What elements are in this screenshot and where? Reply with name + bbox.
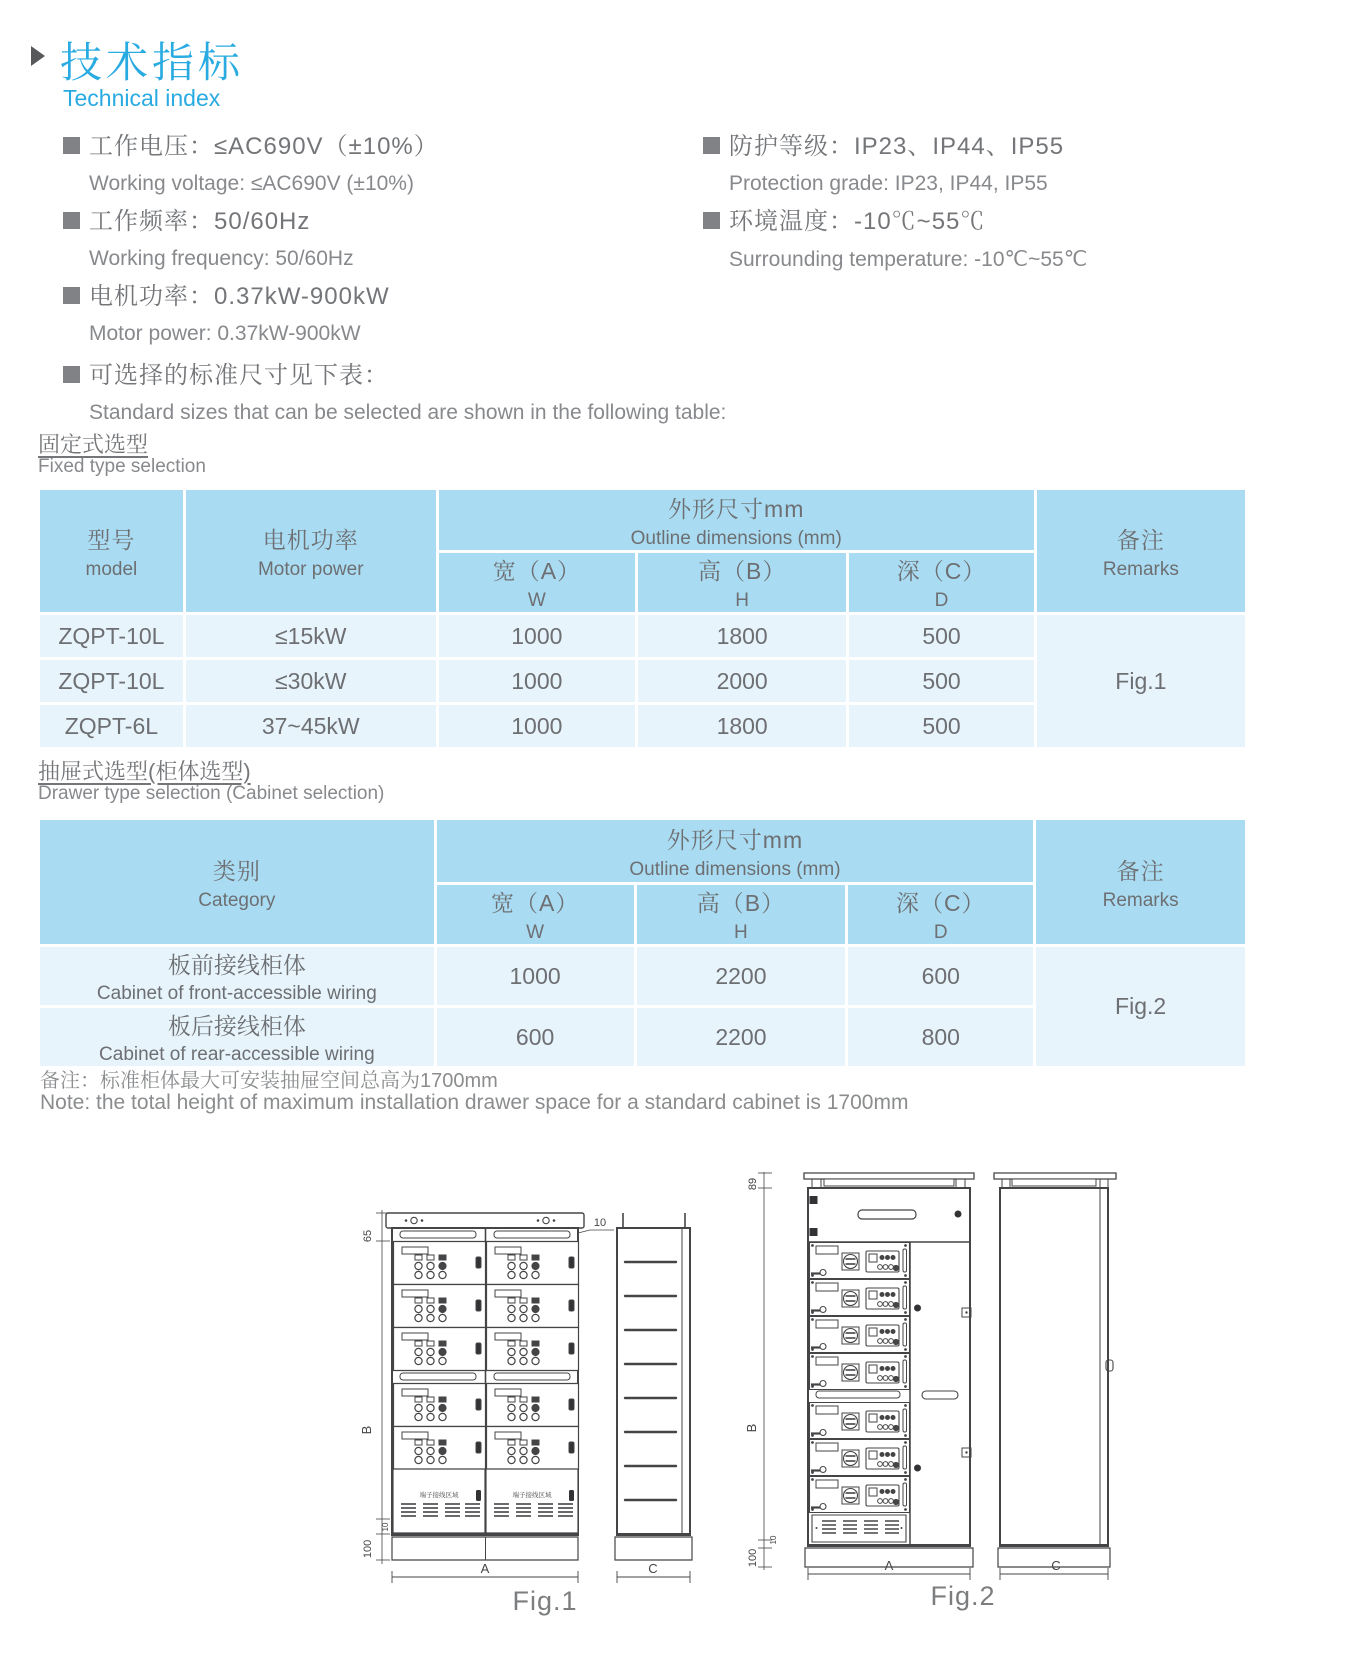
fig2-dim-B: B [744, 1423, 759, 1433]
th-outline-dimensions-en: Outline dimensions (mm) [630, 527, 842, 549]
cell-model: ZQPT-10L [40, 660, 183, 702]
th-category-en: Category [198, 889, 276, 911]
spec-table-intro-zh: 可选择的标准尺寸见下表： [89, 362, 389, 389]
fig2-drawing [720, 1110, 1120, 1580]
bullet-square-icon [63, 366, 80, 383]
th-remarks-zh: 备注 [1116, 857, 1165, 884]
th-height-en: H [734, 922, 748, 943]
cell-power: 37~45kW [186, 705, 436, 747]
th-outline-dimensions-zh: 外形尺寸mm [666, 826, 804, 853]
spec-protection-grade [703, 126, 1064, 196]
cell-category-en: Cabinet of front-accessible wiring [96, 983, 377, 1004]
th-height-zh: 高（B） [697, 558, 787, 584]
cell-remark: Fig.1 [1037, 615, 1245, 747]
fixed-section-title-zh: 固定式选型 [38, 432, 149, 457]
th-outline-dimensions-en: Outline dimensions (mm) [629, 858, 841, 880]
cell-height: 1800 [638, 705, 846, 747]
fig1-caption: Fig.1 [512, 1586, 578, 1616]
th-remarks [1036, 820, 1245, 944]
fig1-front-view [386, 1213, 584, 1560]
fig1-dim-A: A [480, 1561, 490, 1576]
fig2-dim-89: 89 [747, 1177, 759, 1191]
cell-width: 600 [437, 1008, 634, 1066]
spec-working-frequency [63, 201, 354, 271]
th-category-zh: 类别 [212, 857, 261, 884]
cell-category-zh: 板后接线柜体 [167, 1013, 306, 1039]
th-outline-dimensions [437, 820, 1034, 882]
cell-depth: 800 [848, 1008, 1033, 1066]
th-width-zh: 宽（A） [490, 890, 580, 916]
th-width-zh: 宽（A） [492, 558, 582, 584]
page-title-en: Technical index [63, 85, 221, 111]
th-remarks-zh: 备注 [1116, 526, 1165, 553]
cell-depth: 500 [849, 660, 1033, 702]
cell-width: 1000 [439, 705, 635, 747]
fig2-dim-100: 100 [747, 1548, 759, 1568]
cell-category [40, 1008, 434, 1066]
th-width [437, 885, 634, 944]
fig1-dim-C: C [648, 1561, 658, 1576]
spec-table-intro-en: Standard sizes that can be selected are shown in the following table: [89, 401, 727, 424]
th-depth-en: D [933, 922, 948, 943]
fig1-dim-10-top-leader [578, 1230, 614, 1233]
fig1-terminal-area-label: 端子接线区域 [419, 1492, 459, 1499]
fig1-dimension-lines [376, 1210, 390, 1564]
fig2-dim-10: 10 [769, 1535, 778, 1545]
fig2-dim-A: A [884, 1558, 894, 1573]
cell-height: 2000 [638, 660, 846, 702]
fixed-section-title-en: Fixed type selection [38, 456, 206, 477]
th-height-en: H [735, 590, 750, 611]
fig1-dim-10-top: 10 [593, 1217, 607, 1229]
th-depth [848, 885, 1033, 944]
cell-model: ZQPT-10L [40, 615, 183, 657]
fig1-dim-B: B [359, 1425, 374, 1435]
cell-height: 2200 [637, 947, 846, 1005]
th-power-zh: 电机功率 [262, 526, 359, 553]
fig2-dimension-lines [758, 1172, 772, 1570]
cell-width: 1000 [439, 660, 635, 702]
th-remarks-en: Remarks [1102, 558, 1179, 580]
th-height [638, 553, 846, 612]
spec-working-frequency-en: Working frequency: 50/60Hz [89, 247, 354, 270]
th-power [186, 490, 436, 612]
page-title-zh: 技术指标 [60, 39, 245, 86]
table-row [40, 947, 1245, 1005]
th-height [637, 885, 846, 944]
bullet-square-icon [63, 212, 80, 229]
cell-height: 1800 [638, 615, 846, 657]
fig1-dim-10-bottom: 10 [381, 1522, 390, 1532]
spec-motor-power-zh: 电机功率：0.37kW-900kW [89, 283, 390, 310]
cell-height: 2200 [637, 1008, 846, 1066]
drawer-type-table [37, 817, 1248, 1069]
fig2-side-view [994, 1173, 1116, 1567]
note-zh: 备注：标准柜体最大可安装抽屉空间总高为1700mm [40, 1070, 498, 1092]
cell-remark: Fig.2 [1036, 947, 1245, 1066]
cell-depth: 500 [849, 615, 1033, 657]
cell-depth: 600 [848, 947, 1033, 1005]
th-outline-dimensions [439, 490, 1034, 550]
fig1-terminal-area-label: 端子接线区域 [512, 1492, 552, 1499]
drawer-section-title-en: Drawer type selection (Cabinet selection) [38, 783, 385, 804]
fig2-caption: Fig.2 [930, 1581, 996, 1611]
fig2-front-view [804, 1173, 974, 1567]
spec-surrounding-temperature-en: Surrounding temperature: -10℃~55℃ [729, 248, 1088, 271]
spec-table-intro [63, 355, 726, 425]
th-depth-zh: 深（C） [896, 558, 987, 584]
fig1-dim-100: 100 [362, 1539, 374, 1559]
fig1-dim-65: 65 [362, 1229, 374, 1243]
th-width [439, 553, 635, 612]
th-model-zh: 型号 [87, 526, 136, 553]
cell-model: ZQPT-6L [40, 705, 183, 747]
th-depth [849, 553, 1033, 612]
cell-power: ≤30kW [186, 660, 436, 702]
spec-surrounding-temperature [703, 201, 1087, 272]
bullet-square-icon [703, 212, 720, 229]
spec-motor-power-en: Motor power: 0.37kW-900kW [89, 322, 361, 345]
spec-working-voltage-zh: 工作电压：≤AC690V（±10%） [89, 133, 439, 160]
fig2-dim-C: C [1051, 1558, 1061, 1573]
th-width-en: W [526, 922, 545, 943]
th-depth-zh: 深（C） [895, 890, 986, 916]
th-height-zh: 高（B） [696, 890, 786, 916]
bullet-square-icon [63, 137, 80, 154]
th-width-en: W [527, 590, 546, 611]
cell-category-en: Cabinet of rear-accessible wiring [99, 1044, 375, 1065]
spec-protection-grade-en: Protection grade: IP23, IP44, IP55 [729, 172, 1048, 195]
cell-width: 1000 [437, 947, 634, 1005]
fig1-drawing [340, 1140, 710, 1600]
th-model-en: model [85, 558, 138, 580]
drawer-section-title-zh: 抽屉式选型(柜体选型) [38, 759, 251, 784]
cell-category-zh: 板前接线柜体 [167, 952, 306, 978]
cell-depth: 500 [849, 705, 1033, 747]
th-remarks [1037, 490, 1245, 612]
th-power-en: Motor power [257, 558, 364, 580]
th-outline-dimensions-zh: 外形尺寸mm [668, 495, 805, 522]
spec-working-frequency-zh: 工作频率：50/60Hz [89, 208, 311, 235]
spec-protection-grade-zh: 防护等级：IP23、IP44、IP55 [729, 133, 1065, 160]
spec-working-voltage-en: Working voltage: ≤AC690V (±10%) [89, 172, 414, 195]
th-depth-en: D [934, 590, 949, 611]
bullet-square-icon [63, 287, 80, 304]
section-arrow-icon [31, 46, 45, 66]
spec-motor-power [63, 276, 390, 346]
th-category [40, 820, 434, 944]
fig1-side-view [615, 1213, 692, 1560]
note-en: Note: the total height of maximum installation drawer space for a standard cabinet is 1700mm [40, 1091, 909, 1114]
th-model [40, 490, 183, 612]
cell-category [40, 947, 434, 1005]
table-row [40, 615, 1245, 657]
cell-width: 1000 [439, 615, 635, 657]
th-remarks-en: Remarks [1102, 889, 1179, 911]
spec-working-voltage [63, 126, 439, 196]
spec-surrounding-temperature-zh: 环境温度：-10℃~55℃ [729, 208, 986, 235]
bullet-square-icon [703, 137, 720, 154]
cell-power: ≤15kW [186, 615, 436, 657]
fixed-type-table [37, 487, 1248, 750]
